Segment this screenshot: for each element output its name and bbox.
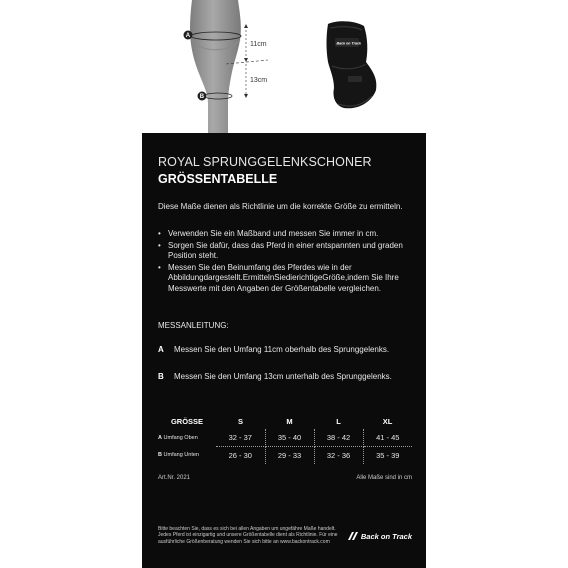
table-cell: 26 - 30 bbox=[216, 447, 265, 465]
product-title: ROYAL SPRUNGGELENKSCHONER bbox=[158, 155, 372, 169]
boot-small-patch bbox=[348, 76, 362, 82]
size-table bbox=[158, 413, 412, 464]
table-row bbox=[158, 447, 412, 465]
brand-logo bbox=[347, 531, 412, 541]
table-header-cell: M bbox=[286, 416, 293, 426]
list-item: • Messen Sie den Beinumfang des Pferdes wie in der Abbildungdargestellt.ErmittelnSiedierichtigeGröße,indem Sie Ihre Messwerte mit den Angaben der Größentabelle vergleichen. bbox=[158, 263, 416, 295]
step-letter: A bbox=[158, 345, 164, 354]
hock-boot-product-photo bbox=[318, 18, 380, 116]
table-cell: 35 - 40 bbox=[265, 429, 314, 447]
row-letter: A bbox=[158, 434, 162, 441]
table-cell: 41 - 45 bbox=[363, 429, 412, 447]
brand-mark-icon bbox=[347, 531, 359, 541]
marker-a-letter: A bbox=[185, 33, 191, 40]
row-label-text: Umfang Unten bbox=[163, 452, 199, 459]
table-cell: 32 - 37 bbox=[216, 429, 265, 447]
boot-body bbox=[327, 21, 377, 108]
table-header-cell: S bbox=[237, 416, 243, 426]
step-b bbox=[158, 372, 416, 383]
table-cell: 35 - 39 bbox=[376, 451, 400, 460]
instructions-heading: MESSANLEITUNG: bbox=[158, 321, 229, 330]
list-item: • Verwenden Sie ein Maßband und messen Sie immer in cm. bbox=[158, 229, 416, 240]
row-label-text: Umfang Oben bbox=[163, 434, 198, 441]
table-cell: 38 - 42 bbox=[314, 429, 363, 447]
table-cell: 32 - 36 bbox=[314, 447, 363, 465]
size-chart-panel bbox=[142, 133, 426, 568]
product-illustration-area bbox=[0, 0, 568, 133]
leg-measurement-diagram bbox=[170, 0, 290, 133]
step-text: Messen Sie den Umfang 13cm unterhalb des Sprunggelenks. bbox=[174, 372, 392, 381]
table-header-row bbox=[158, 413, 412, 429]
article-number: Art.Nr. 2021 bbox=[158, 475, 191, 481]
table-header-cell: GRÖSSE bbox=[170, 416, 204, 426]
list-item: • Sorgen Sie dafür, dass das Pferd in einer entspannten und graden Position steht. bbox=[158, 241, 416, 262]
table-row bbox=[158, 429, 412, 447]
brand-name: Back on Track bbox=[360, 531, 412, 541]
table-header-cell: XL bbox=[382, 416, 393, 426]
step-a bbox=[158, 345, 416, 356]
step-text: Messen Sie den Umfang 11cm oberhalb des Sprunggelenks. bbox=[174, 345, 390, 354]
disclaimer-text: Bitte beachten Sie, dass es sich bei allen Angaben um ungefähre Maße handelt. Jedes Pferd ist einzigartig und unsere Größentabelle dient als Richtlinie. Für eine ausführliche Größenberatung wenden Sie sich bitte an www.backontrack.com bbox=[158, 526, 338, 545]
row-label bbox=[158, 447, 216, 465]
intro-text: Diese Maße dienen als Richtlinie um die korrekte Größe zu ermitteln. bbox=[158, 202, 403, 211]
step-letter: B bbox=[158, 372, 164, 381]
units-note: Alle Maße sind in cm bbox=[356, 475, 412, 481]
marker-b-letter: B bbox=[199, 94, 205, 101]
guideline-list bbox=[158, 229, 416, 295]
boot-logo-text: Back on Track bbox=[336, 41, 362, 46]
size-chart-title: GRÖSSENTABELLE bbox=[158, 172, 278, 186]
table-header-cell: L bbox=[336, 416, 341, 426]
label-11cm: 11cm bbox=[250, 41, 267, 48]
label-13cm: 13cm bbox=[250, 77, 268, 84]
row-label bbox=[158, 429, 216, 447]
row-letter: B bbox=[158, 452, 162, 459]
horse-leg-shape bbox=[190, 0, 241, 133]
table-cell: 29 - 33 bbox=[265, 447, 314, 465]
